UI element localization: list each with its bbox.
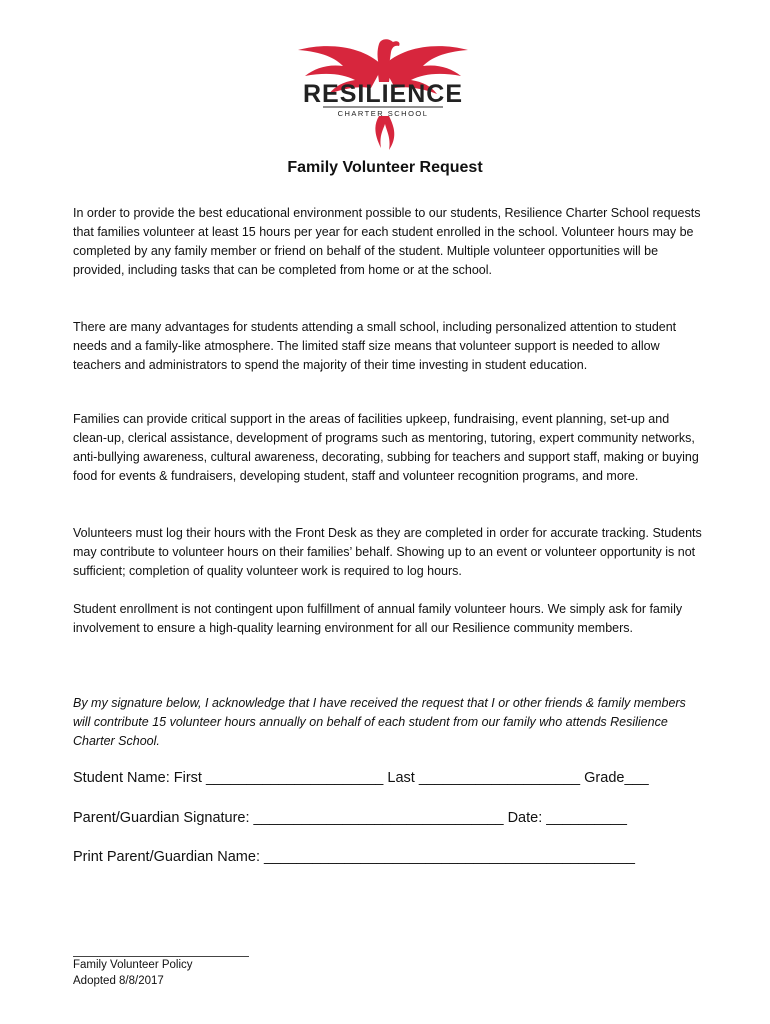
paragraph-support-areas: Families can provide critical support in the areas of facilities upkeep, fundraising, event planning, set-up and clean-up, clerical assistance, development of programs such as mentoring, tutoring, expert community networks, anti-bullying awareness, cultural awareness, decorating, subbing for teachers and support staff, making or buying food for events & fundraisers, developing student, staff and volunteer recognition programs, and more. xyxy=(73,412,699,483)
page-title: Family Volunteer Request xyxy=(287,159,483,176)
print-guardian-name-field[interactable]: Print Parent/Guardian Name: ______________________________________________ xyxy=(73,849,635,865)
footer-divider xyxy=(73,956,249,957)
paragraph-enrollment-note: Student enrollment is not contingent upon fulfillment of annual family volunteer hours. We simply ask for family involvement to ensure a high-quality learning environment for all our Resilience community members. xyxy=(73,602,683,635)
paragraph-volunteer-request: In order to provide the best educational environment possible to our students, Resilience Charter School requests that families volunteer at least 15 hours per year for each student enrolled in the school. Volunteer hours may be completed by any family member or friend on behalf of the student. Multiple volunteer opportunities will be provided, including tasks that can be completed from home or at the school. xyxy=(73,206,701,277)
acknowledgement-statement: By my signature below, I acknowledge that I have received the request that I or other friends & family members will contribute 15 volunteer hours annually on behalf of each student from our family who attends Resilience Charter School. xyxy=(73,696,686,748)
student-name-grade-field[interactable]: Student Name: First ______________________ Last ____________________ Grade___ xyxy=(73,770,649,786)
guardian-signature-date-field[interactable]: Parent/Guardian Signature: _______________________________ Date: __________ xyxy=(73,810,627,826)
footer-policy: Family Volunteer Policy xyxy=(73,959,193,971)
school-logo xyxy=(293,36,473,154)
logo-subtitle: CHARTER SCHOOL xyxy=(337,109,429,118)
footer-adopted-date: Adopted 8/8/2017 xyxy=(73,975,164,987)
logo-wordmark: RESILIENCE xyxy=(302,80,464,108)
paragraph-small-school-advantages: There are many advantages for students attending a small school, including personalized attention to student needs and a family-like atmosphere. The limited staff size means that volunteer support is needed to allow teachers and administrators to spend the majority of their time investing in student education. xyxy=(73,320,677,372)
paragraph-logging-hours: Volunteers must log their hours with the Front Desk as they are completed in order for accurate tracking. Students may contribute to volunteer hours on their families’ behalf. Showing up to an event or volunteer opportunity is not sufficient; completion of quality volunteer work is required to log hours. xyxy=(73,526,702,578)
